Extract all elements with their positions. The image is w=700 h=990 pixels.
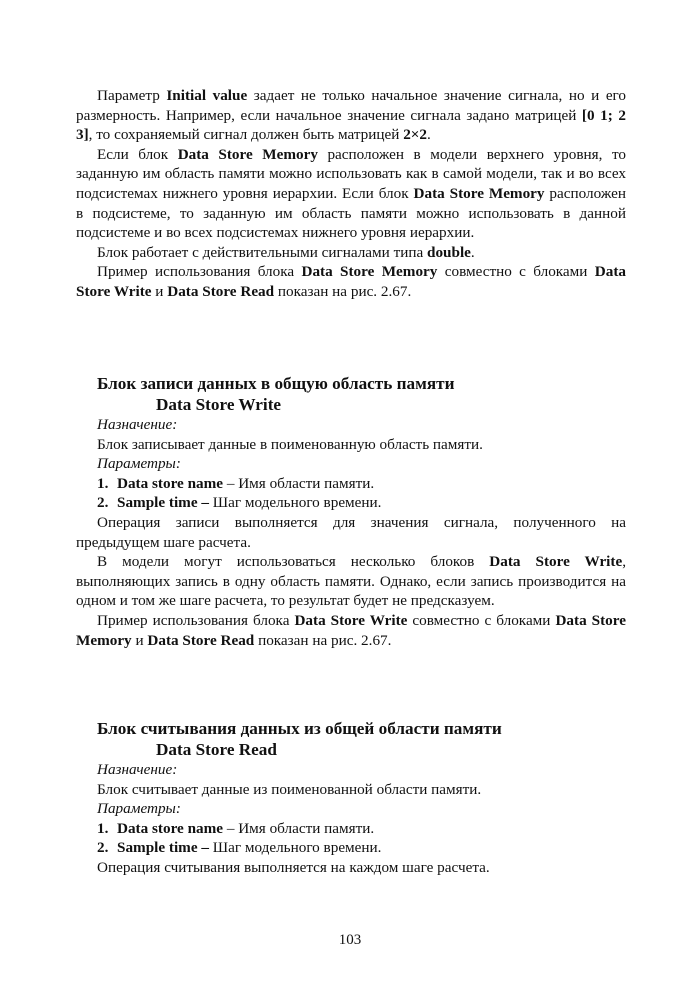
intro-paragraph-2: Если блок Data Store Memory расположен в модели верхнего уровня, то заданную им область памяти можно использовать как в самой модели, так и во всех подсистемах нижнего уровня иерархии. Если блок Data Store Memory расположен в подсистеме, то заданную им область памяти можно использовать в данной подсистеме и во всех подсистемах нижнего уровня иерархии.: [76, 145, 626, 242]
write-purpose-text: Блок записывает данные в поименованную область памяти.: [97, 435, 483, 453]
read-param-item: 1. Data store name – Имя области памяти.: [97, 819, 375, 837]
write-heading-line1: Блок записи данных в общую область памяти: [97, 374, 455, 393]
read-params-label: Параметры:: [97, 800, 181, 818]
read-purpose-label: Назначение:: [97, 761, 178, 778]
write-params-label: Параметры:: [97, 455, 181, 473]
write-param-item: 1. Data store name – Имя области памяти.: [97, 474, 375, 492]
read-param-item: 2. Sample time – Шаг модельного времени.: [97, 839, 382, 857]
write-purpose-label: Назначение:: [97, 416, 178, 433]
intro-paragraph-3: Блок работает с действительными сигналами типа double.: [97, 243, 475, 261]
intro-paragraph-1: Параметр Initial value задает не только начальное значение сигнала, но и его размерность. Например, если начальное значение сигнала задано матрицей [0 1; 2 3], то сохраняемый сигнал должен быть матрицей 2×2.: [76, 87, 627, 144]
read-section-heading: [76, 718, 626, 760]
document-page: [76, 0, 626, 990]
write-paragraph-3: Пример использования блока Data Store Write совместно с блоками Data Store Memory и Data Store Read показан на рис. 2.67.: [76, 611, 626, 649]
read-heading-line2: Data Store Read: [156, 740, 277, 759]
read-purpose-text: Блок считывает данные из поименованной области памяти.: [97, 780, 482, 798]
write-section: [76, 373, 626, 650]
read-paragraph-1: Операция считывания выполняется на каждом шаге расчета.: [97, 858, 490, 876]
write-heading-line2: Data Store Write: [156, 395, 282, 414]
intro-paragraph-4: Пример использования блока Data Store Memory совместно с блоками Data Store Write и Data Store Read показан на рис. 2.67.: [76, 263, 626, 300]
write-paragraph-1: Операция записи выполняется для значения сигнала, полученного на предыдущем шаге расчета.: [76, 513, 626, 551]
write-paragraph-2: В модели могут использоваться несколько блоков Data Store Write, выполняющих запись в одну область памяти. Однако, если запись производится на одном и том же шаге расчета, то результат будет не предсказуем.: [76, 553, 626, 610]
page-number: 103: [338, 932, 362, 948]
read-heading-line1: Блок считывания данных из общей области памяти: [97, 719, 502, 738]
write-section-heading: [76, 373, 626, 415]
read-section: [76, 718, 626, 878]
intro-block: [76, 86, 626, 302]
write-param-item: 2. Sample time – Шаг модельного времени.: [97, 494, 382, 512]
